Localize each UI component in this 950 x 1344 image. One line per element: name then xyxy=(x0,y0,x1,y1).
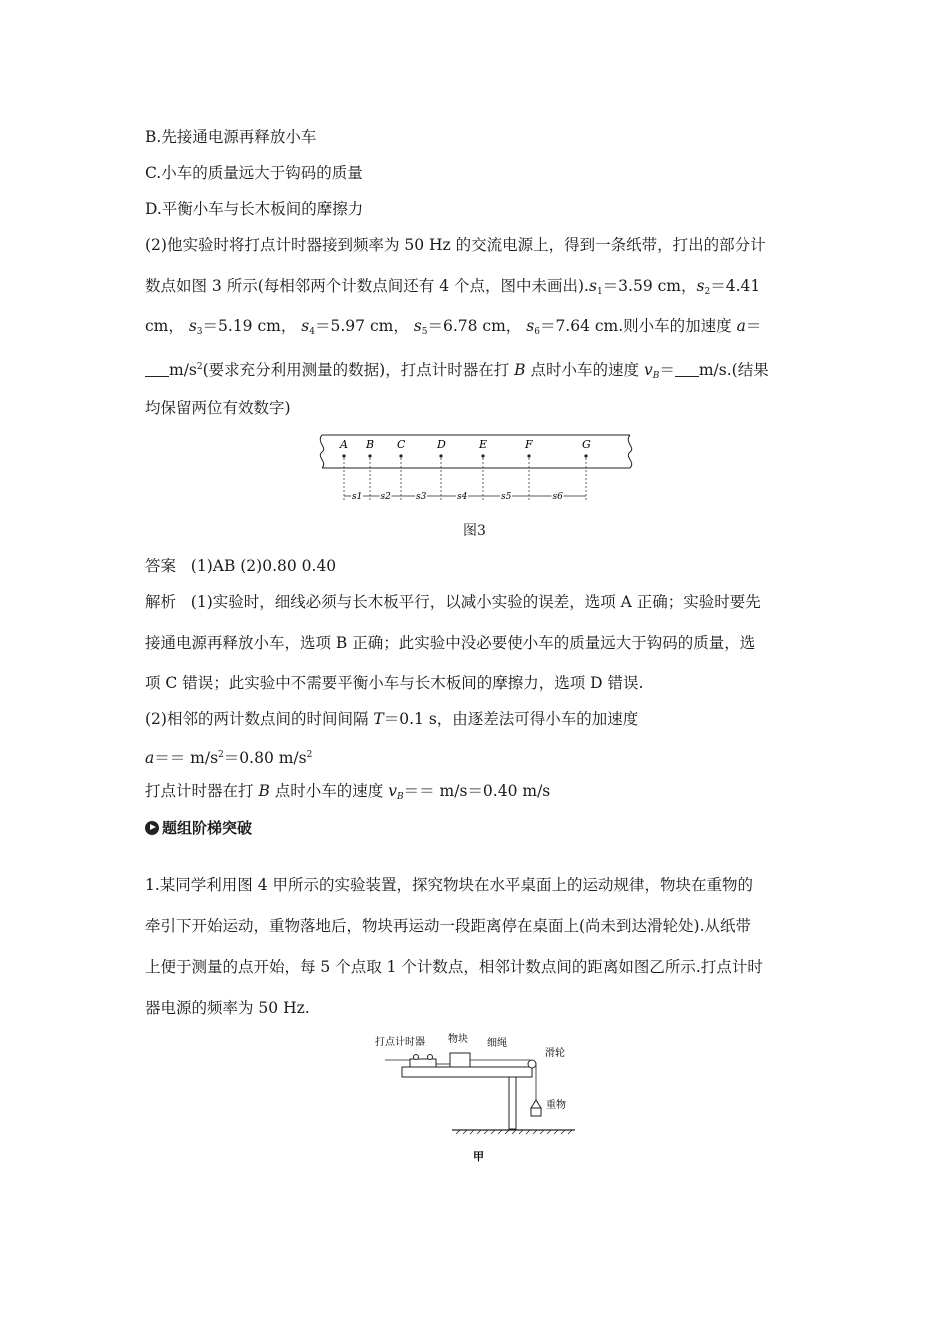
paper-tape-figure xyxy=(312,432,637,507)
analysis-line-4: (2)相邻的两计数点间的时间间隔 T＝0.1 s，由逐差法可得小车的加速度 xyxy=(145,710,639,728)
answer-blank-a xyxy=(145,362,169,377)
option-d: D.平衡小车与长木板间的摩擦力 xyxy=(145,200,364,218)
label-pulley: 滑轮 xyxy=(545,1048,565,1059)
problem1-line-1: 1.某同学利用图 4 甲所示的实验装置，探究物块在水平桌面上的运动规律，物块在重物的 xyxy=(145,876,754,894)
answer-line: 答案 (1)AB (2)0.80 0.40 xyxy=(145,557,337,575)
tape-point-dot xyxy=(481,454,484,457)
apparatus-figure xyxy=(370,1030,580,1170)
label-weight: 重物 xyxy=(546,1100,566,1111)
figure-jia-caption: 甲 xyxy=(473,1150,484,1163)
q2-line-4: $m/s^2$(要求充分利用测量的数据)，打点计时器在打 B 点时小车的速度 $v_B= m/s$.(结果 xyxy=(145,357,769,386)
label-block: 物块 xyxy=(448,1034,468,1045)
q2-line-5: 均保留两位有效数字) xyxy=(145,399,291,417)
tape-point-dot xyxy=(584,454,587,457)
tape-point-dot xyxy=(342,454,345,457)
figure-3-caption: 图3 xyxy=(463,523,486,539)
tape-segment-label: s5 xyxy=(501,492,512,502)
tape-point-label: C xyxy=(397,438,406,451)
analysis-line-3: 项 C 错误；此实验中不需要平衡小车与长木板间的摩擦力，选项 D 错误. xyxy=(145,674,644,692)
tape-point-label: G xyxy=(582,438,591,451)
analysis-line-6: 打点计时器在打 B 点时小车的速度 $v_B== m/s=0.40$ m/s xyxy=(145,782,551,802)
problem1-line-2: 牵引下开始运动，重物落地后，物块再运动一段距离停在桌面上(尚未到达滑轮处).从纸带 xyxy=(145,917,752,935)
tape-segment-label: s2 xyxy=(380,492,391,502)
tape-point-dot xyxy=(368,454,371,457)
tape-point-label: F xyxy=(525,438,533,451)
q2-line-3: cm， $s_3=5.19$ cm， $s_4=5.97$ cm， $s_5=6.78$ cm， $s_6=7.64$ cm.则小车的加速度 a＝ xyxy=(145,317,762,337)
section-heading: 题组阶梯突破 xyxy=(145,817,252,838)
play-circle-icon xyxy=(145,821,159,835)
problem1-line-4: 器电源的频率为 50 Hz. xyxy=(145,999,310,1017)
problem1-line-3: 上便于测量的点开始，每 5 个点取 1 个计数点，相邻计数点间的距离如图乙所示.打点计时 xyxy=(145,958,763,976)
tape-segment-label: s3 xyxy=(416,492,427,502)
q2-line-2: 数点如图 3 所示(每相邻两个计数点间还有 4 个点，图中未画出)$.s_1=3.59$ cm，$s_2=4.41$ xyxy=(145,277,761,297)
tape-point-label: B xyxy=(366,438,375,451)
tape-segment-label: s4 xyxy=(457,492,468,502)
tape-point-label: E xyxy=(479,438,488,451)
option-b: B.先接通电源再释放小车 xyxy=(145,128,317,146)
q2-line-1: (2)他实验时将打点计时器接到频率为 50 Hz 的交流电源上，得到一条纸带，打出的部分计 xyxy=(145,236,766,254)
analysis-line-5: $a== m/s^2=0.80$ $m/s^2$ xyxy=(145,749,313,767)
tape-segment-label: s1 xyxy=(352,492,363,502)
tape-point-label: D xyxy=(437,438,446,451)
analysis-line-2: 接通电源再释放小车，选项 B 正确；此实验中没必要使小车的质量远大于钩码的质量，选 xyxy=(145,634,756,652)
tape-point-label: A xyxy=(340,438,348,451)
label-timer: 打点计时器 xyxy=(375,1037,425,1048)
tape-point-dot xyxy=(527,454,530,457)
tape-point-dot xyxy=(439,454,442,457)
analysis-line-1: 解析 (1)实验时，细线必须与长木板平行，以减小实验的误差，选项 A 正确；实验时要先 xyxy=(145,593,761,611)
option-c: C.小车的质量远大于钩码的质量 xyxy=(145,164,363,182)
answer-blank-vb xyxy=(675,362,699,377)
label-string: 细绳 xyxy=(487,1038,507,1049)
tape-segment-label: s6 xyxy=(552,492,563,502)
tape-point-dot xyxy=(399,454,402,457)
